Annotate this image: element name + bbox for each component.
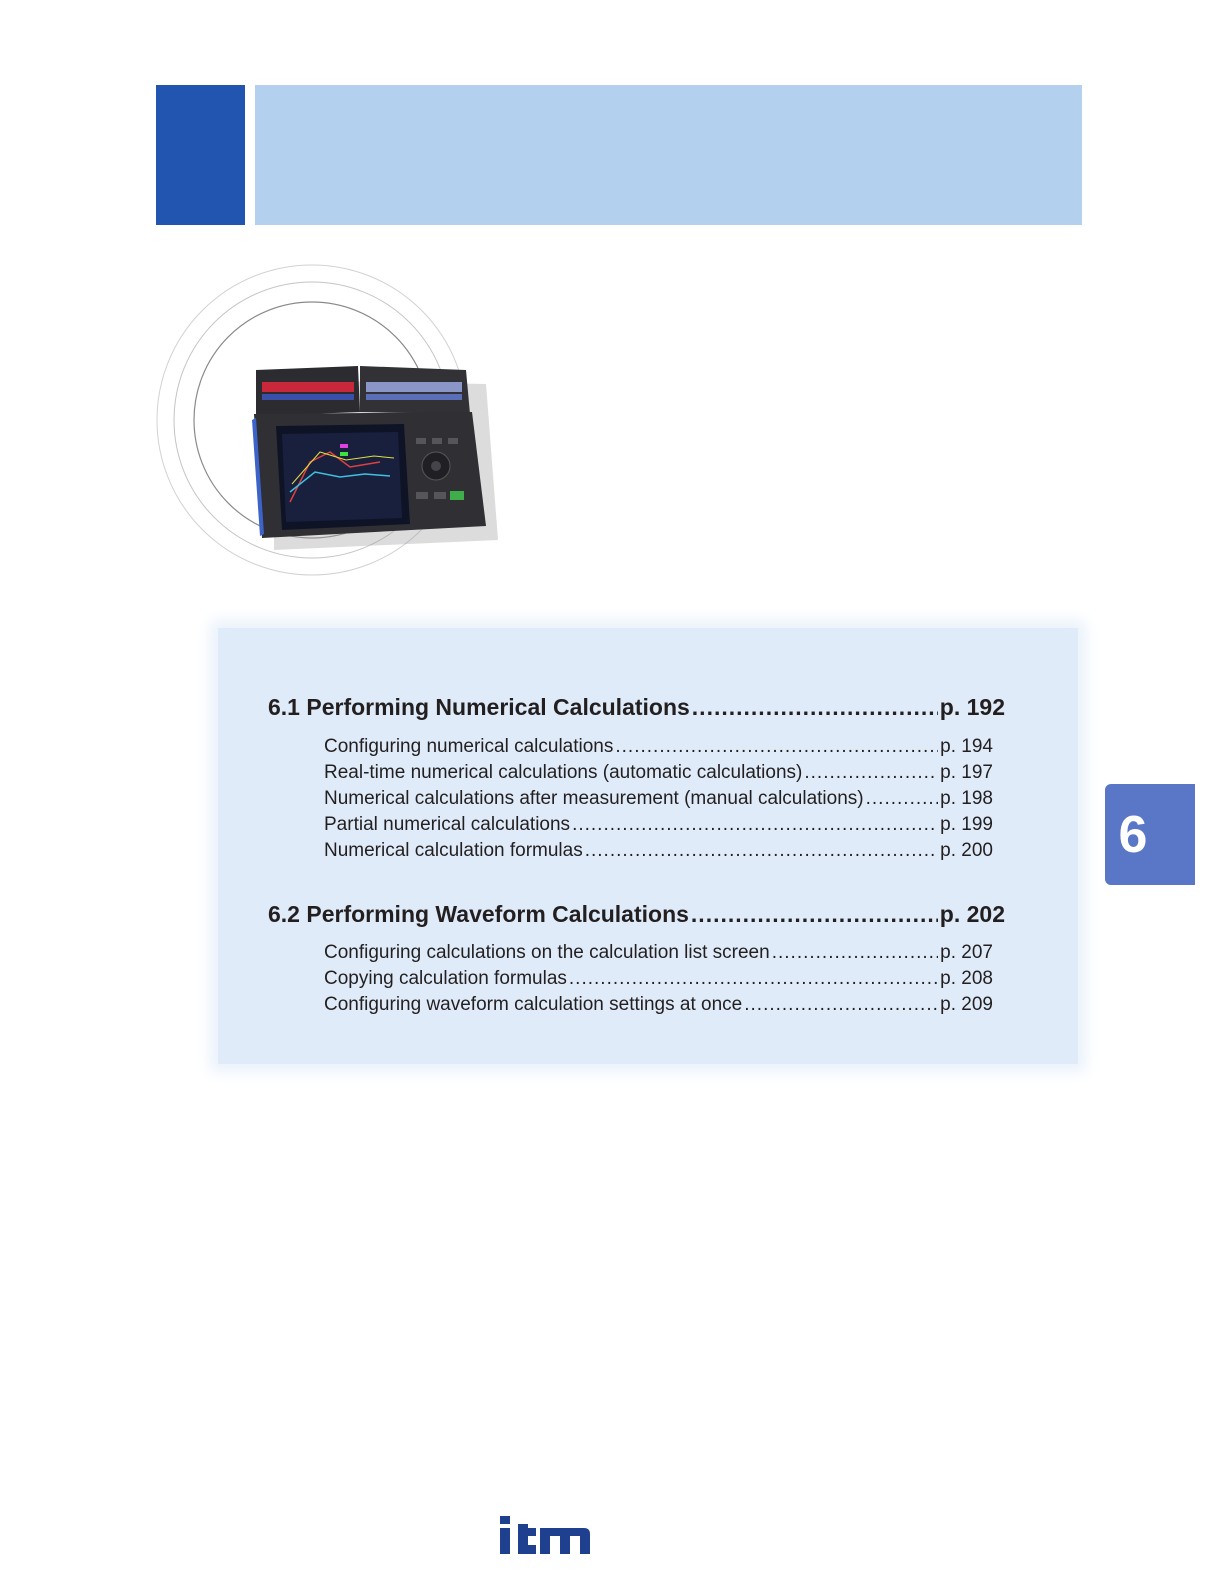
toc-item[interactable] <box>324 788 993 810</box>
dot-leader <box>572 814 938 836</box>
toc-item-page: p. 200 <box>940 840 993 861</box>
toc-item[interactable] <box>324 968 993 990</box>
dot-leader <box>585 840 938 862</box>
toc-item-title: Numerical calculation formulas <box>324 840 583 861</box>
toc-item[interactable] <box>324 736 993 758</box>
dot-leader <box>615 736 938 758</box>
dot-leader <box>744 994 938 1016</box>
toc-item[interactable] <box>324 840 993 862</box>
toc-section-page: p. 192 <box>939 694 1005 720</box>
toc-item[interactable] <box>324 942 993 964</box>
toc-item-title: Copying calculation formulas <box>324 968 567 989</box>
toc-item-title: Numerical calculations after measurement (manual calculations) <box>324 788 864 809</box>
toc-item-title: Partial numerical calculations <box>324 814 571 835</box>
toc-section-title: 6.2 Performing Waveform Calculations <box>268 901 689 927</box>
toc-item-page: p. 197 <box>940 762 993 783</box>
toc-item-page: p. 209 <box>940 994 993 1015</box>
chapter-header-block <box>156 85 245 225</box>
toc-item-title: Configuring numerical calculations <box>324 736 614 757</box>
toc-item-title: Configuring waveform calculation settings at once <box>324 994 743 1015</box>
toc-item[interactable] <box>324 814 993 836</box>
dot-leader <box>692 694 938 721</box>
toc-item[interactable] <box>324 762 993 784</box>
toc-item-title: Configuring calculations on the calculation list screen <box>324 942 770 963</box>
toc-item-page: p. 194 <box>940 736 993 757</box>
toc-item-page: p. 208 <box>940 968 993 989</box>
chapter-header-band <box>255 85 1082 225</box>
toc-item-page: p. 198 <box>940 788 993 809</box>
dot-leader <box>691 901 938 928</box>
itm-logo <box>498 1514 593 1558</box>
toc-item-title: Real-time numerical calculations (automatic calculations) <box>324 762 803 783</box>
toc-section-6-1[interactable] <box>268 694 1005 721</box>
toc-section-6-2[interactable] <box>268 901 1005 928</box>
toc-item-page: p. 199 <box>940 814 993 835</box>
chapter-number: 6 <box>1118 805 1148 864</box>
toc-section-page: p. 202 <box>939 901 1005 927</box>
toc-item[interactable] <box>324 994 993 1016</box>
toc-section-title: 6.1 Performing Numerical Calculations <box>268 694 690 720</box>
dot-leader <box>569 968 938 990</box>
dot-leader <box>866 788 939 810</box>
toc-item-page: p. 207 <box>940 942 993 963</box>
dot-leader <box>772 942 938 964</box>
dot-leader <box>804 762 938 784</box>
chapter-tab[interactable] <box>1105 784 1195 885</box>
data-logger-device-image <box>150 262 500 582</box>
